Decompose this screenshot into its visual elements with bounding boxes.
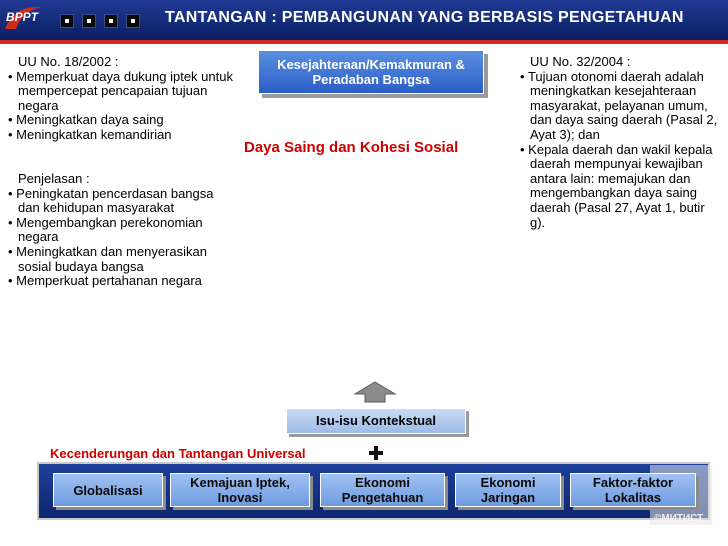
penjelasan-bullet-text: Meningkatkan dan menyerasikan sosial budaya bangsa — [16, 243, 207, 274]
trend-kemajuan-iptek — [170, 473, 310, 507]
up-arrow-icon — [353, 380, 397, 404]
kesejahteraan-line2: Peradaban Bangsa — [312, 72, 430, 87]
trend-line1: Globalisasi — [73, 482, 143, 498]
isu-kontekstual-box: Isu-isu Kontekstual — [286, 408, 466, 434]
page-title: TANTANGAN : PEMBANGUNAN YANG BERBASIS PENGETAHUAN — [165, 9, 684, 26]
watermark-text: ©МИТИСТ — [654, 513, 704, 524]
left-heading: UU No. 18/2002 : — [18, 54, 119, 69]
trend-line2: Pengetahuan — [341, 490, 424, 505]
penjelasan-bullet: • Memperkuat pertahanan negara — [8, 273, 202, 289]
penjelasan-bullet-text: Peningkatan pencerdasan bangsa dan kehidupan masyarakat — [16, 185, 214, 216]
trend-line1: Kemajuan Iptek, — [190, 475, 290, 490]
penjelasan-heading: Penjelasan : — [18, 171, 90, 186]
right-section-uu32 — [520, 55, 718, 230]
penjelasan-bullet-text: Memperkuat pertahanan negara — [16, 273, 202, 289]
trend-globalisasi — [53, 473, 163, 507]
right-bullet: • Tujuan otonomi daerah adalah meningkatkan kesejahteraan masyarakat, pelayanan umum, dan daya saing daerah (Pasal 2, Ayat 3); dan — [520, 68, 718, 142]
left-bullet: • Meningkatkan daya saing — [8, 112, 164, 128]
right-bullet-text: Kepala daerah dan wakil kepala daerah mempunyai kewajiban antara lain: memajukan dan mengembangkan daya saing daerah (Pasal 27, Ayat 1, butir g). — [528, 141, 713, 230]
left-bullet-text: Memperkuat daya dukung iptek untuk mempercepat pencapaian tujuan negara — [16, 68, 233, 113]
header-accent-line — [0, 40, 728, 44]
trend-faktor-lokalitas — [570, 473, 696, 507]
trend-ekonomi-pengetahuan — [320, 473, 445, 507]
header-square-icon — [60, 14, 74, 28]
penjelasan-bullet: • Meningkatkan dan menyerasikan sosial budaya bangsa — [8, 243, 207, 274]
penjelasan-bullet: • Mengembangkan perekonomian negara — [8, 214, 203, 245]
right-heading: UU No. 32/2004 : — [530, 54, 631, 69]
right-bullet: • Kepala daerah dan wakil kepala daerah mempunyai kewajiban antara lain: memajukan dan mengembangkan daya saing daerah (Pasal 27, Ayat 1, butir g). — [520, 141, 713, 230]
trend-line1: Ekonomi — [355, 475, 410, 490]
kecenderungan-label: Kecenderungan dan Tantangan Universal — [50, 446, 306, 461]
daya-saing-subtitle: Daya Saing dan Kohesi Sosial — [244, 139, 459, 156]
header-square-icon — [104, 14, 118, 28]
trend-line2: Inovasi — [217, 490, 263, 505]
header-square-icon — [126, 14, 140, 28]
penjelasan-bullet: • Peningkatan pencerdasan bangsa dan kehidupan masyarakat — [8, 185, 214, 216]
trend-ekonomi-jaringan — [455, 473, 561, 507]
logo-text: BPPT — [6, 10, 39, 24]
left-section-penjelasan — [8, 172, 236, 289]
trend-line1: Ekonomi — [480, 475, 536, 490]
left-section-uu18 — [8, 55, 236, 143]
trend-line2: Jaringan — [480, 490, 536, 505]
trend-line1: Faktor-faktor — [592, 475, 674, 490]
left-bullet-text: Meningkatkan kemandirian — [16, 126, 172, 142]
left-bullet: • Memperkuat daya dukung iptek untuk mempercepat pencapaian tujuan negara — [8, 68, 233, 113]
kesejahteraan-box — [258, 50, 484, 94]
penjelasan-bullet-text: Mengembangkan perekonomian negara — [16, 214, 203, 245]
left-bullet-text: Meningkatkan daya saing — [16, 112, 164, 128]
trend-line2: Lokalitas — [604, 490, 662, 505]
right-bullet-text: Tujuan otonomi daerah adalah meningkatkan kesejahteraan masyarakat, pelayanan umum, dan daya saing daerah (Pasal 2, Ayat 3); dan — [527, 68, 718, 142]
bppt-logo-icon — [2, 3, 52, 31]
header-square-icon — [82, 14, 96, 28]
plus-icon — [368, 445, 384, 461]
kesejahteraan-line1: Kesejahteraan/Kemakmuran & — [277, 57, 465, 72]
left-bullet: • Meningkatkan kemandirian — [8, 126, 172, 142]
